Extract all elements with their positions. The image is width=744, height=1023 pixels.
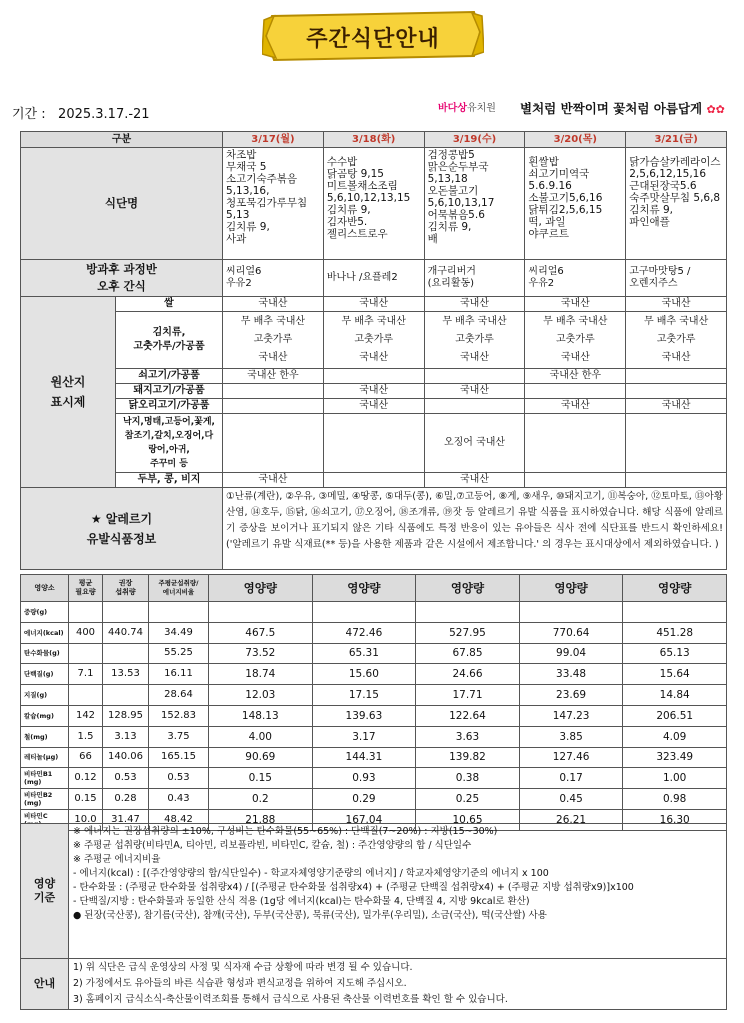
avg-need-value: 142	[69, 705, 103, 726]
weekly-avg-value: 165.15	[149, 747, 209, 768]
avg-need-value: 400	[69, 622, 103, 643]
allergy-info: ①난류(계란), ②우유, ③메밀, ④땅콩, ⑤대두(콩), ⑥밀,⑦고등어, ⑧게, ⑨새우, ⑩돼지고기, ⑪복숭아, ⑫토마토, ⑬아황산염, ⑭호두, ⑮닭, ⑯쇠고기, ⑰오징어, ⑱조개류, ⑲잣 등 알레르기 유발 식품을 표시하였습니다. 해당 식품에 알레르기 증상을 보이거나 표기되지 않은 기타 식품에도 특정 반응이 있는 유아들은 식사 전에 식단표를 반드시 확인하세요! ('알레르기 유발 식재료(** 등)을 사용한 제품과 같은 시설에서 제조합니다.' 의 경우는 표시대상에서 제외하였습니다. )	[223, 488, 727, 570]
logo-name: 바다상	[438, 103, 467, 114]
day-nutrition-value: 122.64	[416, 705, 520, 726]
day-nutrition-value	[209, 602, 313, 623]
menu-label: 식단명	[21, 148, 223, 260]
day-nutrition-value: 323.49	[623, 747, 727, 768]
day-nutrition-value: 148.13	[209, 705, 313, 726]
avg-need-value: 1.5	[69, 726, 103, 747]
day-nutrition-value: 65.31	[312, 643, 416, 664]
flower-icon: ✿✿	[706, 103, 725, 116]
rec-intake-value: 0.28	[103, 789, 149, 810]
day-nutrition-value: 0.25	[416, 789, 520, 810]
rec-intake-value: 440.74	[103, 622, 149, 643]
date-thu: 3/20(목)	[525, 132, 626, 148]
nutrition-row	[21, 664, 727, 685]
day-nutrition-value: 1.00	[623, 768, 727, 789]
snack-thu: 씨리얼6 우유2	[525, 260, 626, 297]
day-nutrition-value: 0.38	[416, 768, 520, 789]
day-nutrition-value: 99.04	[519, 643, 623, 664]
day-nutrition-value: 0.93	[312, 768, 416, 789]
day-nutrition-value: 3.17	[312, 726, 416, 747]
criteria-line: - 에너지(kcal) : [(주간영양량의 합/식단일수) - 학교자체영양기준량의 에너지] / 학교자체영양기준의 에너지 x 100	[73, 868, 549, 879]
rec-intake-value	[103, 602, 149, 623]
origin-cell: 국내산 한우	[223, 369, 324, 384]
origin-cell	[525, 414, 626, 473]
weekly-avg-value: 16.11	[149, 664, 209, 685]
day-nutrition-value: 17.15	[312, 685, 416, 706]
weekly-avg-value: 0.43	[149, 789, 209, 810]
avg-need-value: 7.1	[69, 664, 103, 685]
criteria-text	[69, 824, 727, 959]
nutrition-body	[21, 602, 727, 831]
origin-cell: 오징어 국내산	[424, 414, 525, 473]
weekly-avg-value: 34.49	[149, 622, 209, 643]
date-fri: 3/21(금)	[626, 132, 727, 148]
nutrition-row	[21, 705, 727, 726]
day-nutrition-value: 139.82	[416, 747, 520, 768]
nutrient-name: 단백질(g)	[21, 664, 69, 685]
origin-cell: 국내산	[223, 297, 324, 312]
day-nutrition-value	[416, 602, 520, 623]
day-nutrition-value: 14.84	[623, 685, 727, 706]
criteria-table	[20, 823, 727, 1010]
criteria-line: ● 된장(국산콩), 참기름(국산), 참깨(국산), 두부(국산콩), 묵류(국산), 밀가루(우리밀), 소금(국산), 떡(국산쌀) 사용	[73, 910, 547, 921]
origin-cell	[424, 399, 525, 414]
nutrition-amount-header: 영양량	[623, 575, 727, 602]
origin-cell: 국내산	[424, 473, 525, 488]
day-nutrition-value	[312, 602, 416, 623]
nutrient-name: 탄수화물(g)	[21, 643, 69, 664]
rec-intake-value: 128.95	[103, 705, 149, 726]
day-nutrition-value: 24.66	[416, 664, 520, 685]
day-nutrition-value	[519, 602, 623, 623]
rec-intake-header: 권장 섭취량	[103, 575, 149, 602]
nutrient-name: 비타민B2 (mg)	[21, 789, 69, 810]
day-nutrition-value: 127.46	[519, 747, 623, 768]
nutrient-name: 에너지(kcal)	[21, 622, 69, 643]
day-nutrition-value: 527.95	[416, 622, 520, 643]
menu-tue: 수수밥 닭곰탕 9,15 미트볼채소조림 5,6,10,12,13,15 김치류 9, 김자반5. 젤리스트로우	[323, 148, 424, 260]
day-nutrition-value: 139.63	[312, 705, 416, 726]
nutrition-row	[21, 768, 727, 789]
day-nutrition-value: 33.48	[519, 664, 623, 685]
avg-need-value	[69, 685, 103, 706]
criteria-line: - 단백질/지방 : 탄수화물과 동일한 산식 적용 (1g당 에너지(kcal)는 탄수화물 4, 단백질 4, 지방 9kcal로 환산)	[73, 896, 530, 907]
origin-cell	[626, 473, 727, 488]
origin-cell: 국내산	[626, 399, 727, 414]
criteria-line: ※ 에너지는 권장섭취량의 ±10%, 구성비는 탄수화물(55~65%) : 단백질(7~20%) : 지방(15~30%)	[73, 826, 498, 837]
day-nutrition-value	[623, 602, 727, 623]
day-nutrition-value: 10.65	[416, 809, 520, 830]
day-nutrition-value: 0.2	[209, 789, 313, 810]
origin-cell: 국내산 한우	[525, 369, 626, 384]
origin-cell	[223, 414, 324, 473]
criteria-label: 영양 기준	[21, 824, 69, 959]
day-nutrition-value: 147.23	[519, 705, 623, 726]
day-nutrition-value: 451.28	[623, 622, 727, 643]
day-nutrition-value: 0.17	[519, 768, 623, 789]
nutrient-name: 중량(g)	[21, 602, 69, 623]
avg-need-value	[69, 643, 103, 664]
rec-intake-value: 13.53	[103, 664, 149, 685]
day-nutrition-value: 12.03	[209, 685, 313, 706]
day-nutrition-value: 3.63	[416, 726, 520, 747]
date-wed: 3/19(수)	[424, 132, 525, 148]
avg-need-value: 0.15	[69, 789, 103, 810]
day-nutrition-value: 472.46	[312, 622, 416, 643]
origin-cell: 국내산	[525, 399, 626, 414]
day-nutrition-value: 18.74	[209, 664, 313, 685]
rec-intake-value: 0.53	[103, 768, 149, 789]
origin-cell: 국내산	[323, 297, 424, 312]
avg-need-value: 66	[69, 747, 103, 768]
day-nutrition-value: 17.71	[416, 685, 520, 706]
menu-mon: 차조밥 무채국 5 소고기숙주볶음 5,13,16, 청포묵김가루무침 5,13 김치류 9, 사과	[223, 148, 324, 260]
origin-item: 두부, 콩, 비지	[116, 473, 223, 488]
allergy-label: ★ 알레르기 유발식품정보	[21, 488, 223, 570]
notice-line: 2) 가정에서도 유아들의 바른 식습관 형성과 편식교정을 위하여 지도해 주십시오.	[73, 978, 407, 989]
menu-fri: 닭가슴살카레라이스 2,5,6,12,15,16 근대된장국5.6 숙주맛살무침 5,6,8 김치류 9, 파인애플	[626, 148, 727, 260]
origin-item: 낙지,명태,고등어,꽃게, 참조기,갈치,오징어,다 랑어,아귀, 주꾸미 등	[116, 414, 223, 473]
snack-wed: 개구리버거 (요리활동)	[424, 260, 525, 297]
kindergarten-logo	[438, 99, 496, 114]
rec-intake-value: 31.47	[103, 809, 149, 830]
origin-item: 김치류, 고춧가루/가공품	[116, 312, 223, 369]
origin-cell: 무 배추 국내산 고춧가루 국내산	[525, 312, 626, 369]
day-nutrition-value: 0.45	[519, 789, 623, 810]
criteria-line: ※ 주평균 에너지비율	[73, 854, 161, 865]
period-value: 2025.3.17.-21	[58, 107, 150, 122]
origin-cell	[323, 473, 424, 488]
rec-intake-value: 3.13	[103, 726, 149, 747]
criteria-line: ※ 주평균 섭취량(비타민A, 티아민, 리보플라빈, 비타민C, 칼슘, 철) : 주간영양량의 합 / 식단일수	[73, 840, 472, 851]
menu-wed: 검정콩밥5 맑은순두부국 5,13,18 오돈불고기 5,6,10,13,17 어묵볶음5.6 김치류 9, 배	[424, 148, 525, 260]
nutrient-name: 레티놀(μg)	[21, 747, 69, 768]
notice-label: 안내	[21, 959, 69, 1010]
title-banner	[262, 10, 484, 62]
criteria-line: - 탄수화물 : (주평균 탄수화물 섭취량x4) / [(주평균 탄수화물 섭취량x4) + (주평균 단백질 섭취량x4) + (주평균 지방 섭취량x9)]x100	[73, 882, 634, 893]
day-nutrition-value: 770.64	[519, 622, 623, 643]
day-nutrition-value: 15.64	[623, 664, 727, 685]
weekly-avg-value	[149, 602, 209, 623]
slogan	[520, 99, 725, 117]
day-nutrition-value: 144.31	[312, 747, 416, 768]
day-nutrition-value: 467.5	[209, 622, 313, 643]
weekly-avg-value: 152.83	[149, 705, 209, 726]
gubun-header: 구분	[21, 132, 223, 148]
weekly-avg-value: 3.75	[149, 726, 209, 747]
snack-tue: 바나나 /요플레2	[323, 260, 424, 297]
nutrition-row	[21, 789, 727, 810]
origin-cell: 국내산	[323, 399, 424, 414]
origin-cell: 국내산	[323, 384, 424, 399]
nutrition-row	[21, 747, 727, 768]
origin-item: 쌀	[116, 297, 223, 312]
day-nutrition-value: 0.15	[209, 768, 313, 789]
date-mon: 3/17(월)	[223, 132, 324, 148]
origin-cell: 무 배추 국내산 고춧가루 국내산	[424, 312, 525, 369]
nutrient-name: 비타민B1 (mg)	[21, 768, 69, 789]
nutrient-name: 지질(g)	[21, 685, 69, 706]
nutrient-name: 비타민C	[21, 809, 69, 830]
origin-cell: 국내산	[223, 473, 324, 488]
nutrition-row	[21, 622, 727, 643]
snack-mon: 씨리얼6 우유2	[223, 260, 324, 297]
origin-label: 원산지 표시제	[21, 297, 116, 488]
snack-label: 방과후 과정반 오후 간식	[21, 260, 223, 297]
date-tue: 3/18(화)	[323, 132, 424, 148]
day-nutrition-value: 67.85	[416, 643, 520, 664]
nutrition-amount-header: 영양량	[519, 575, 623, 602]
day-nutrition-value: 4.00	[209, 726, 313, 747]
origin-cell	[525, 473, 626, 488]
origin-cell	[223, 399, 324, 414]
origin-cell	[323, 414, 424, 473]
nutrient-name: 칼슘(mg)	[21, 705, 69, 726]
weekly-avg-value: 28.64	[149, 685, 209, 706]
avg-need-value	[69, 602, 103, 623]
period	[12, 103, 150, 122]
day-nutrition-value: 167.04	[312, 809, 416, 830]
day-nutrition-value: 26.21	[519, 809, 623, 830]
nutrient-header: 영양소	[21, 575, 69, 602]
avg-need-value: 0.12	[69, 768, 103, 789]
day-nutrition-value: 90.69	[209, 747, 313, 768]
nutrition-table	[20, 574, 727, 831]
rec-intake-value	[103, 643, 149, 664]
nutrition-row	[21, 602, 727, 623]
notice-line: 1) 위 식단은 급식 운영상의 사정 및 식자재 수급 상황에 따라 변경 될 수 있습니다.	[73, 962, 413, 973]
notice-line: 3) 홈페이지 급식소식-축산물이력조회를 통해서 급식으로 사용된 축산물 이력번호를 확인 할 수 있습니다.	[73, 994, 508, 1005]
origin-cell: 국내산	[424, 297, 525, 312]
rec-intake-value: 140.06	[103, 747, 149, 768]
nutrition-amount-header: 영양량	[416, 575, 520, 602]
day-nutrition-value: 65.13	[623, 643, 727, 664]
origin-cell	[323, 369, 424, 384]
snack-fri: 고구마맛탕5 / 오렌지주스	[626, 260, 727, 297]
day-nutrition-value: 23.69	[519, 685, 623, 706]
origin-item: 쇠고기/가공품	[116, 369, 223, 384]
day-nutrition-value: 0.29	[312, 789, 416, 810]
weekly-avg-value: 0.53	[149, 768, 209, 789]
logo-suffix: 유치원	[466, 103, 496, 114]
origin-item: 닭오리고기/가공품	[116, 399, 223, 414]
origin-cell	[424, 369, 525, 384]
day-nutrition-value: 4.09	[623, 726, 727, 747]
slogan-text: 별처럼 반짝이며 꽃처럼 아름답게	[520, 101, 703, 116]
nutrition-row	[21, 726, 727, 747]
origin-cell	[626, 369, 727, 384]
weekly-avg-header: 주평균섭취량/ 에너지비율	[149, 575, 209, 602]
origin-cell: 국내산	[626, 297, 727, 312]
period-label: 기간 :	[12, 107, 46, 122]
menu-thu: 흰쌀밥 쇠고기미역국 5.6.9.16 소불고기5,6,16 닭튀김2,5,6,15 떡, 과일 야쿠르트	[525, 148, 626, 260]
notice-text	[69, 959, 727, 1010]
avg-need-header: 평균 필요량	[69, 575, 103, 602]
nutrition-amount-header: 영양량	[209, 575, 313, 602]
nutrition-amount-header: 영양량	[312, 575, 416, 602]
menu-table	[20, 131, 727, 570]
day-nutrition-value: 15.60	[312, 664, 416, 685]
avg-need-value: 10.0	[69, 809, 103, 830]
origin-cell: 무 배추 국내산 고춧가루 국내산	[323, 312, 424, 369]
weekly-avg-value: 48.42	[149, 809, 209, 830]
origin-cell: 국내산	[424, 384, 525, 399]
origin-cell	[525, 384, 626, 399]
origin-cell	[626, 384, 727, 399]
weekly-avg-value: 55.25	[149, 643, 209, 664]
nutrient-name: 철(mg)	[21, 726, 69, 747]
day-nutrition-value: 3.85	[519, 726, 623, 747]
origin-cell: 무 배추 국내산 고춧가루 국내산	[223, 312, 324, 369]
day-nutrition-value: 206.51	[623, 705, 727, 726]
day-nutrition-value: 0.98	[623, 789, 727, 810]
nutrition-row	[21, 643, 727, 664]
origin-cell	[223, 384, 324, 399]
page-title: 주간식단안내	[306, 27, 440, 52]
nutrition-row	[21, 685, 727, 706]
origin-item: 돼지고기/가공품	[116, 384, 223, 399]
origin-cell	[626, 414, 727, 473]
origin-cell: 국내산	[525, 297, 626, 312]
day-nutrition-value: 16.30	[623, 809, 727, 830]
rec-intake-value	[103, 685, 149, 706]
origin-cell: 무 배추 국내산 고춧가루 국내산	[626, 312, 727, 369]
day-nutrition-value: 73.52	[209, 643, 313, 664]
day-nutrition-value: 21.88	[209, 809, 313, 830]
